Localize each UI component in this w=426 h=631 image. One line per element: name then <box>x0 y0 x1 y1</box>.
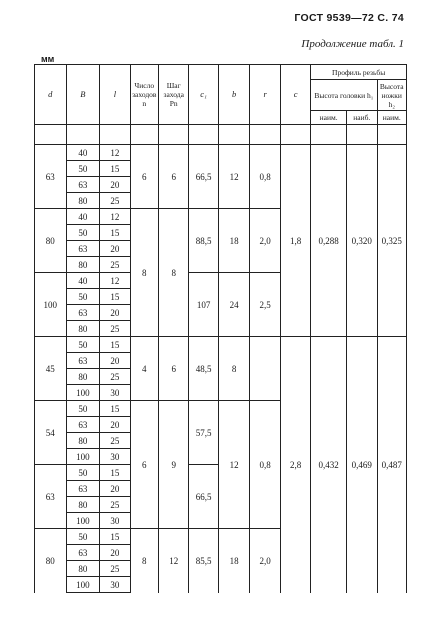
cell-b-width: 40 <box>66 145 100 161</box>
cell-c1: 85,5 <box>189 529 218 593</box>
cell-c: 2,8 <box>280 337 310 593</box>
col-header-h1-max: наиб. <box>347 111 377 125</box>
cell-b-width: 100 <box>66 385 100 401</box>
cell-starts: 4 <box>130 337 158 401</box>
cell-starts: 6 <box>130 145 158 209</box>
cell-b-width: 50 <box>66 337 100 353</box>
cell-d: 80 <box>35 529 67 593</box>
cell-l: 20 <box>100 241 130 257</box>
cell-b-width: 50 <box>66 161 100 177</box>
cell-b: 8 <box>218 337 250 401</box>
cell-l: 20 <box>100 481 130 497</box>
col-header-c1: c₁ <box>189 65 218 125</box>
cell-b-width: 50 <box>66 225 100 241</box>
cell-l: 25 <box>100 257 130 273</box>
cell-l: 15 <box>100 161 130 177</box>
col-header-h2-nom: наим. <box>377 111 407 125</box>
cell-b: 12 <box>218 401 250 529</box>
cell-l: 25 <box>100 433 130 449</box>
col-header-h2: Высота ножки h₂ <box>377 80 407 111</box>
cell-l: 15 <box>100 337 130 353</box>
cell-b-width: 80 <box>66 497 100 513</box>
cell-h1-nom: 0,288 <box>311 145 347 337</box>
cell-d: 100 <box>35 273 67 337</box>
cell-l: 15 <box>100 401 130 417</box>
cell-b-width: 40 <box>66 273 100 289</box>
cell-l: 12 <box>100 209 130 225</box>
cell-l: 25 <box>100 497 130 513</box>
cell-pitch: 6 <box>158 145 188 209</box>
col-header-h1: Высота головки h₁ <box>311 80 377 111</box>
cell-b-width: 63 <box>66 417 100 433</box>
cell-b-width: 80 <box>66 561 100 577</box>
cell-b-width: 100 <box>66 449 100 465</box>
cell-l: 30 <box>100 449 130 465</box>
table-continuation-title: Продолжение табл. 1 <box>301 38 404 50</box>
col-header-b: b <box>218 65 250 125</box>
cell-c1: 107 <box>189 273 218 337</box>
col-header-b-width: B <box>66 65 100 125</box>
cell-r: 2,5 <box>250 273 280 337</box>
cell-r <box>250 337 280 401</box>
cell-pitch: 8 <box>158 209 188 337</box>
cell-b-width: 80 <box>66 433 100 449</box>
cell-b-width: 80 <box>66 257 100 273</box>
cell-l: 20 <box>100 545 130 561</box>
cell-l: 25 <box>100 561 130 577</box>
cell-r: 2,0 <box>250 529 280 593</box>
cell-l: 30 <box>100 385 130 401</box>
cell-d: 54 <box>35 401 67 465</box>
cell-b-width: 50 <box>66 289 100 305</box>
cell-r: 0,8 <box>250 401 280 529</box>
cell-l: 20 <box>100 353 130 369</box>
cell-l: 30 <box>100 513 130 529</box>
cell-r: 2,0 <box>250 209 280 273</box>
cell-d: 45 <box>35 337 67 401</box>
cell-l: 25 <box>100 369 130 385</box>
cell-b-width: 40 <box>66 209 100 225</box>
col-header-profile: Профиль резьбы <box>311 65 407 80</box>
cell-d: 80 <box>35 209 67 273</box>
cell-b-width: 50 <box>66 401 100 417</box>
cell-l: 15 <box>100 289 130 305</box>
col-header-d: d <box>35 65 67 125</box>
cell-pitch: 9 <box>158 401 188 529</box>
cell-l: 15 <box>100 225 130 241</box>
cell-b-width: 63 <box>66 305 100 321</box>
cell-b-width: 63 <box>66 241 100 257</box>
cell-h2-nom: 0,325 <box>377 145 407 337</box>
cell-b-width: 80 <box>66 193 100 209</box>
cell-h1-max: 0,469 <box>347 337 377 593</box>
cell-b: 24 <box>218 273 250 337</box>
cell-c1: 48,5 <box>189 337 218 401</box>
units-label: мм <box>41 54 55 64</box>
cell-l: 20 <box>100 417 130 433</box>
standard-header: ГОСТ 9539—72 С. 74 <box>294 12 404 24</box>
col-header-pitch: Шаг захода Pn <box>158 65 188 125</box>
cell-b: 18 <box>218 529 250 593</box>
cell-l: 15 <box>100 465 130 481</box>
cell-starts: 8 <box>130 529 158 593</box>
cell-l: 25 <box>100 193 130 209</box>
cell-b-width: 80 <box>66 321 100 337</box>
col-header-h1-nom: наим. <box>311 111 347 125</box>
cell-b-width: 50 <box>66 529 100 545</box>
cell-d: 63 <box>35 465 67 529</box>
cell-b: 12 <box>218 145 250 209</box>
col-header-r: r <box>250 65 280 125</box>
cell-l: 15 <box>100 529 130 545</box>
cell-c: 1,8 <box>280 145 310 337</box>
cell-l: 20 <box>100 177 130 193</box>
cell-c1: 57,5 <box>189 401 218 465</box>
cell-starts: 6 <box>130 401 158 529</box>
cell-h1-max: 0,320 <box>347 145 377 337</box>
cell-b: 18 <box>218 209 250 273</box>
cell-c1: 88,5 <box>189 209 218 273</box>
cell-r: 0,8 <box>250 145 280 209</box>
cell-l: 12 <box>100 273 130 289</box>
cell-pitch: 12 <box>158 529 188 593</box>
cell-b-width: 63 <box>66 545 100 561</box>
cell-l: 12 <box>100 145 130 161</box>
cell-l: 20 <box>100 305 130 321</box>
cell-h1-nom: 0,432 <box>311 337 347 593</box>
cell-c1: 66,5 <box>189 465 218 529</box>
cell-c1: 66,5 <box>189 145 218 209</box>
cell-pitch: 6 <box>158 337 188 401</box>
col-header-starts: Число заходов n <box>130 65 158 125</box>
cell-b-width: 80 <box>66 369 100 385</box>
cell-b-width: 50 <box>66 465 100 481</box>
cell-starts: 8 <box>130 209 158 337</box>
cell-b-width: 63 <box>66 353 100 369</box>
cell-d: 63 <box>35 145 67 209</box>
cell-h2-nom: 0,487 <box>377 337 407 593</box>
cell-b-width: 100 <box>66 577 100 593</box>
cell-l: 25 <box>100 321 130 337</box>
cell-b-width: 63 <box>66 481 100 497</box>
col-header-c: c <box>280 65 310 125</box>
cell-b-width: 100 <box>66 513 100 529</box>
cell-l: 30 <box>100 577 130 593</box>
col-header-l: l <box>100 65 130 125</box>
thread-parameters-table <box>34 64 407 593</box>
cell-b-width: 63 <box>66 177 100 193</box>
